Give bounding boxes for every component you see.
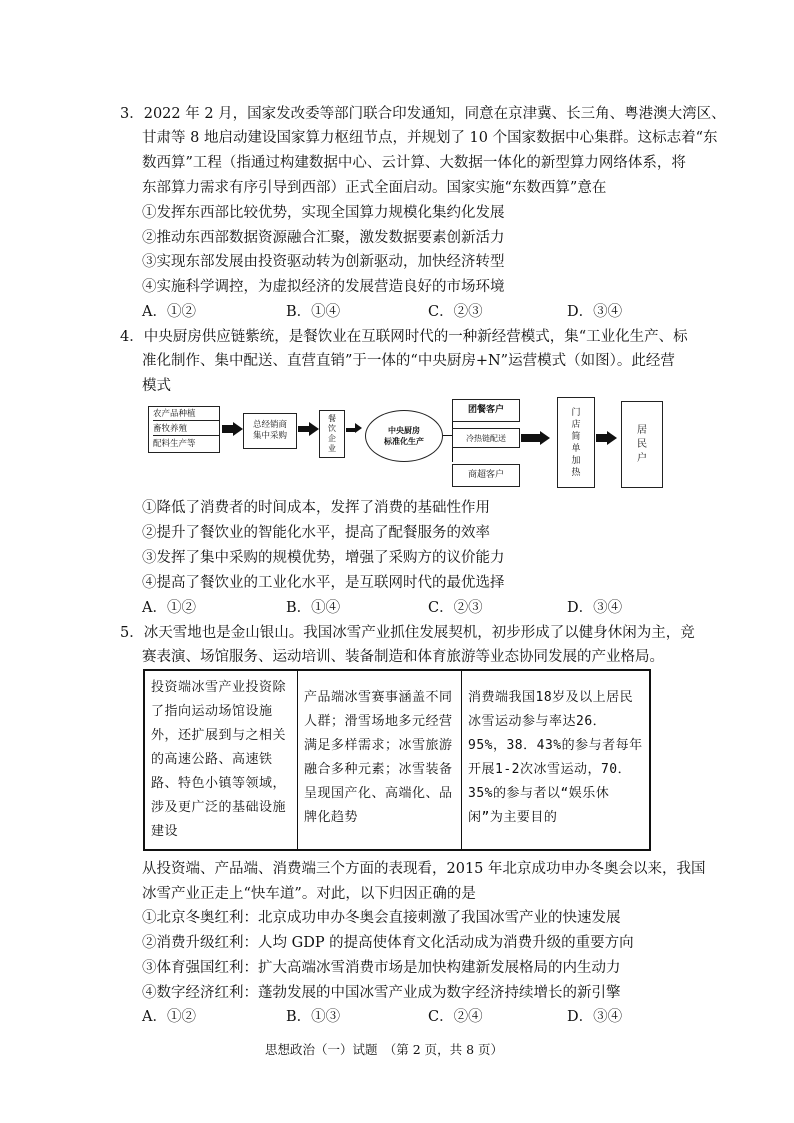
q5-after-line-1: 从投资端、产品端、消费端三个方面的表现看，2015 年北京成功申办冬奥会以来，我国 xyxy=(142,861,706,877)
q3-statement-1: ①发挥东西部比较优势，实现全国算力规模化集约化发展 xyxy=(142,205,505,221)
q3-option-c: C．②③ xyxy=(428,304,483,320)
q3-statement-3: ③实现东部发展由投资驱动转为创新驱动，加快经济转型 xyxy=(142,254,505,270)
q3-line-4: 东部算力需求有序引导到西部）正式全面启动。国家实施“东数西算”意在 xyxy=(142,180,607,196)
catering-box: 餐 饮 企 业 xyxy=(319,410,345,458)
table-divider-1 xyxy=(297,671,298,849)
resident-box: 居 民 户 xyxy=(621,401,663,488)
supermarket-box: 商超客户 xyxy=(452,464,520,487)
q4-statement-3: ③发挥了集中采购的规模优势，增强了采购方的议价能力 xyxy=(142,550,505,566)
table-cell-consumption: 消费端我国18岁及以上居民冰雪运动参与率达26．95%，38．43%的参与者每年开展1-2次冰雪运动，70．35%的参与者以“娱乐休闲”为主要目的 xyxy=(468,690,643,825)
q4-statement-2: ②提升了餐饮业的智能化水平，提高了配餐服务的效率 xyxy=(142,525,490,541)
q5-option-b: B．①③ xyxy=(286,1009,341,1025)
q4-statement-4: ④提高了餐饮业的工业化水平，是互联网时代的最优选择 xyxy=(142,575,505,591)
store-box: 门 店 简 单 加 热 xyxy=(557,397,595,488)
source-crop: 农产品种植 xyxy=(153,409,219,421)
q4-option-c: C．②③ xyxy=(428,600,483,616)
q3-statement-4: ④实施科学调控，为虚拟经济的发展营造良好的市场环境 xyxy=(142,279,505,295)
distributor-box: 总经销商 集中采购 xyxy=(243,413,297,449)
source-box xyxy=(148,406,220,453)
source-livestock: 畜牧养殖 xyxy=(153,424,219,436)
q3-line-1: 3．2022 年 2 月，国家发改委等部门联合印发通知，同意在京津冀、长三角、粤港澳大湾区、 xyxy=(120,106,726,122)
central-kitchen-circle: 中央厨房 标准化生产 xyxy=(365,410,443,462)
q4-line-3: 模式 xyxy=(142,378,171,394)
q3-option-a: A．①② xyxy=(142,304,196,320)
q4-option-a: A．①② xyxy=(142,600,196,616)
q3-line-3: 数西算”工程（指通过构建数据中心、云计算、大数据一体化的新型算力网络体系，将 xyxy=(142,155,686,171)
q3-line-2: 甘肃等 8 地启动建设国家算力枢纽节点，并规划了 10 个国家数据中心集群。这标志着“东 xyxy=(142,130,718,146)
cold-chain-box: 冷热链配送 xyxy=(452,428,520,448)
q5-option-d: D．③④ xyxy=(567,1009,623,1025)
q5-after-line-2: 冰雪产业正走上“快车道”。对此，以下归因正确的是 xyxy=(142,886,476,902)
q4-line-1: 4．中央厨房供应链紫统，是餐饮业在互联网时代的一种新经营模式，集“工业化生产、标 xyxy=(120,329,688,345)
table-cell-product: 产品端冰雪赛事涵盖不同人群；滑雪场地多元经营满足多样需求；冰雪旅游融合多种元素；冰雪装备呈现国产化、高端化、品牌化趋势 xyxy=(304,690,453,825)
q5-statement-2: ②消费升级红利：人均 GDP 的提高使体育文化活动成为消费升级的重要方向 xyxy=(142,935,634,951)
table-divider-2 xyxy=(461,671,462,849)
table-cell-investment: 投资端冰雪产业投资除了指向运动场馆设施外，还扩展到与之相关的高速公路、高速铁路、特色小镇等领域，涉及更广泛的基础设施建设 xyxy=(151,680,287,839)
q4-line-2: 准化制作、集中配送、直营直销”于一体的“中央厨房+N”运营模式（如图）。此经营 xyxy=(142,353,675,369)
q4-option-d: D．③④ xyxy=(567,600,623,616)
q5-statement-3: ③体育强国红利：扩大高端冰雪消费市场是加快构建新发展格局的内生动力 xyxy=(142,960,621,976)
q5-line-2: 赛表演、场馆服务、运动培训、装备制造和体育旅游等业态协同发展的产业格局。 xyxy=(142,649,664,665)
q5-line-1: 5．冰天雪地也是金山银山。我国冰雪产业抓住发展契机，初步形成了以健身休闲为主，竞 xyxy=(120,625,695,641)
connector-line xyxy=(443,435,452,436)
group-client-box: 团餐客户 xyxy=(452,399,520,422)
q5-statement-1: ①北京冬奥红利：北京成功申办冬奥会直接刺激了我国冰雪产业的快速发展 xyxy=(142,910,621,926)
q4-statement-1: ①降低了消费者的时间成本，发挥了消费的基础性作用 xyxy=(142,500,490,516)
q3-option-d: D．③④ xyxy=(567,304,623,320)
q5-statement-4: ④数字经济红利：蓬勃发展的中国冰雪产业成为数字经济持续增长的新引擎 xyxy=(142,985,621,1001)
q3-option-b: B．①④ xyxy=(286,304,341,320)
q3-statement-2: ②推动东西部数据资源融合汇聚，激发数据要素创新活力 xyxy=(142,230,505,246)
q5-option-a: A．①② xyxy=(142,1009,196,1025)
source-ingredients: 配料生产等 xyxy=(153,439,196,450)
q5-option-c: C．②④ xyxy=(428,1009,483,1025)
page-footer: 思想政治（一）试题 （第 2 页，共 8 页） xyxy=(265,1042,504,1057)
q4-option-b: B．①④ xyxy=(286,600,341,616)
